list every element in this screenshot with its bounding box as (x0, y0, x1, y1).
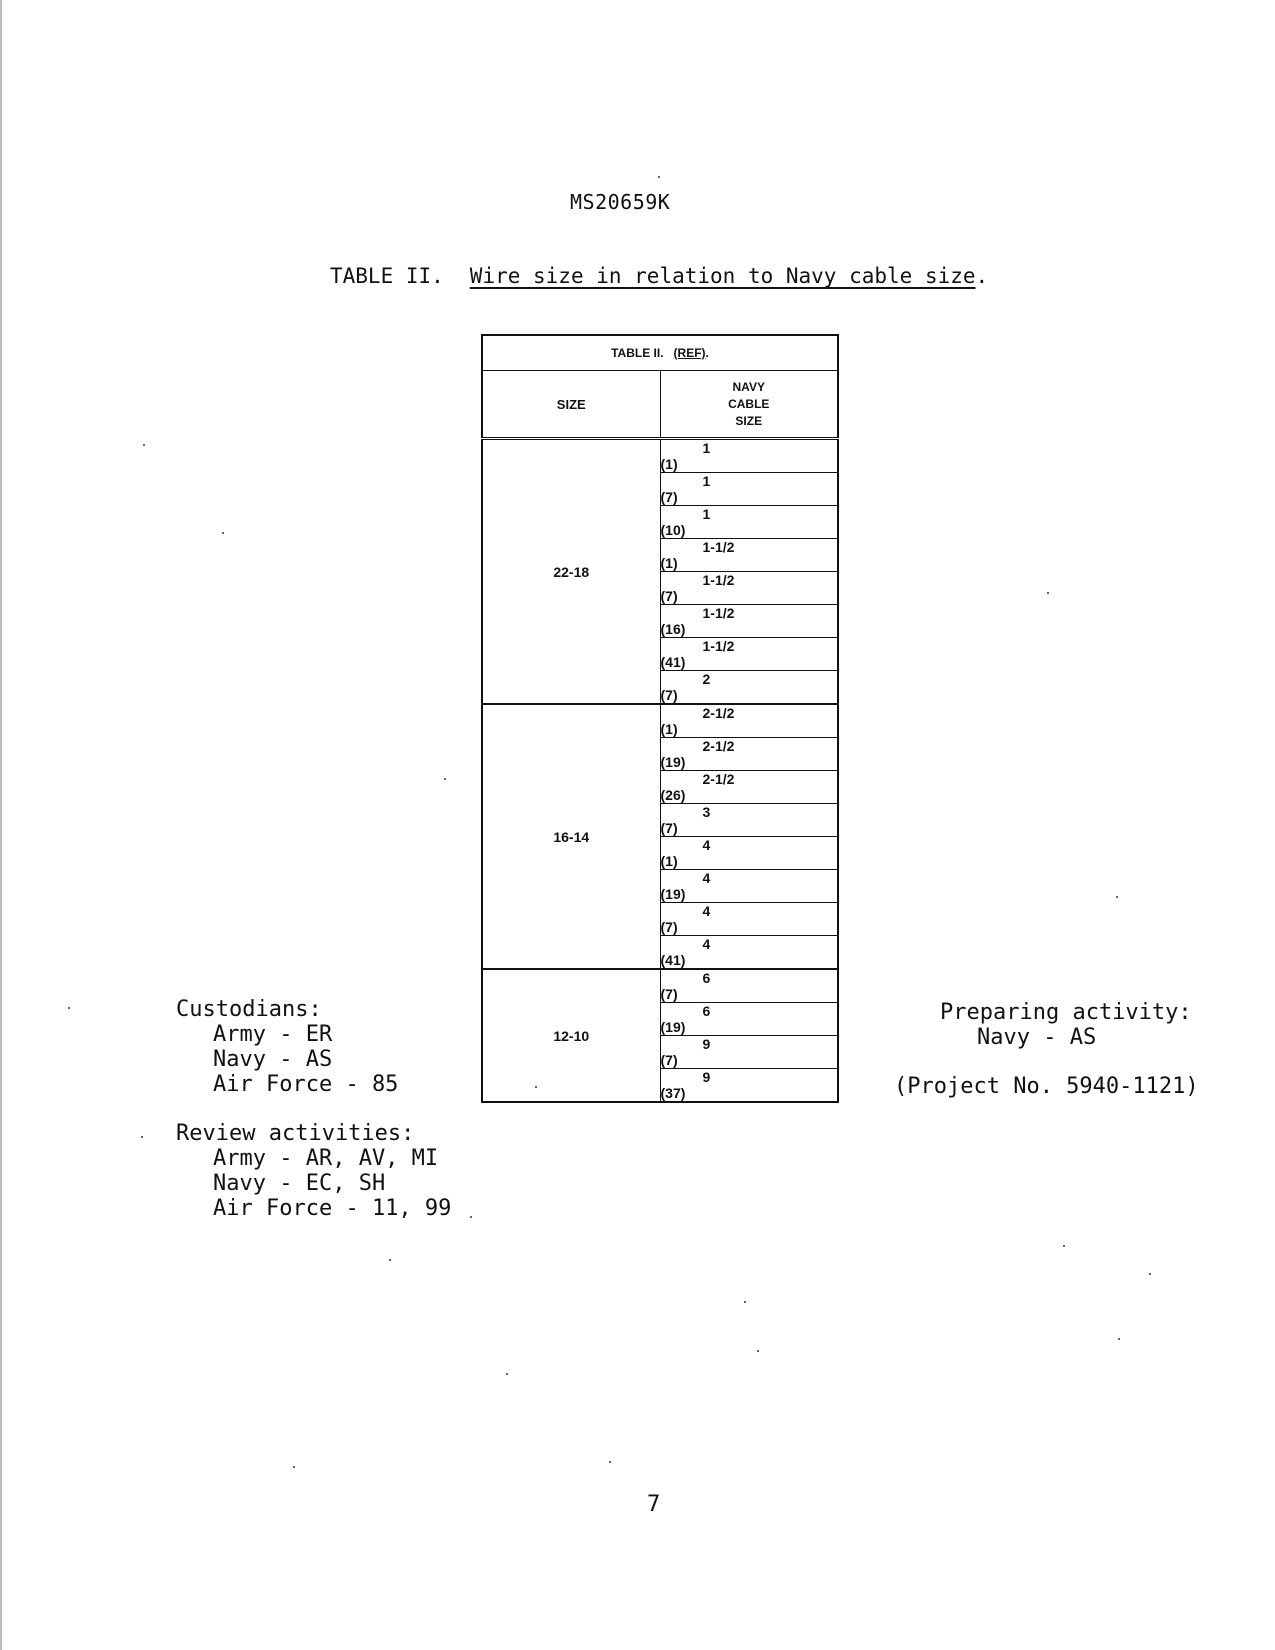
scan-speck (389, 1259, 391, 1261)
scan-speck (470, 1216, 472, 1218)
page-edge (0, 0, 2, 1650)
review-heading: Review activities: (176, 1121, 415, 1146)
strand-count-value: (10) (660, 522, 686, 538)
navy-cable-cell (660, 638, 838, 671)
scan-speck (1063, 1245, 1065, 1247)
navy-cable-size-value: 1-1/2 (702, 605, 735, 621)
strand-count-value: (7) (660, 588, 678, 604)
preparing-heading: Preparing activity: (940, 1000, 1192, 1025)
navy-cable-size-value: 4 (702, 870, 711, 886)
navy-cable-size-value: 1-1/2 (702, 638, 735, 654)
table-caption-number: TABLE II. (330, 264, 444, 288)
navy-cable-cell (660, 671, 838, 705)
wire-size-value: 16-14 (553, 828, 590, 845)
navy-cable-cell (660, 1036, 838, 1069)
navy-cable-size-value: 2 (702, 671, 711, 687)
navy-cable-cell (660, 936, 838, 970)
navy-cable-size-value: 6 (702, 970, 711, 986)
navy-cable-size-value: 4 (702, 936, 711, 952)
navy-cable-size-value: 1 (702, 473, 711, 489)
strand-count-value: (41) (660, 654, 686, 670)
strand-count-value: (7) (660, 919, 678, 935)
strand-count-value: (16) (660, 621, 686, 637)
navy-cable-size-value: 6 (702, 1003, 711, 1019)
navy-cable-size-value: 2-1/2 (702, 738, 735, 754)
navy-cable-size-value: 1 (702, 440, 711, 456)
review-navy: Navy - EC, SH (213, 1171, 386, 1196)
navy-cable-cell (660, 903, 838, 936)
column-header-size: SIZE (482, 371, 660, 439)
strand-count-value: (1) (660, 456, 678, 472)
wire-size-table (481, 334, 839, 1103)
custodian-army: Army - ER (213, 1022, 333, 1047)
strand-count-value: (26) (660, 787, 686, 803)
scan-speck (222, 532, 224, 534)
navy-cable-cell (660, 771, 838, 804)
strand-count-value: (1) (660, 555, 678, 571)
table-ref-tag: (REF) (673, 346, 706, 360)
scan-speck (757, 1350, 759, 1352)
page-number: 7 (647, 1492, 661, 1517)
scan-speck (609, 1461, 611, 1463)
navy-cable-cell (660, 506, 838, 539)
strand-count-value: (37) (660, 1085, 686, 1101)
scan-speck (1116, 896, 1118, 898)
wire-size-group-cell (482, 969, 660, 1102)
navy-cable-size-value: 1 (702, 506, 711, 522)
strand-count-value: (19) (660, 1019, 686, 1035)
strand-count-value: (7) (660, 986, 678, 1002)
scan-speck (1149, 1273, 1151, 1275)
scan-speck (744, 1301, 746, 1303)
navy-cable-cell (660, 870, 838, 903)
table-ref-period: . (705, 346, 709, 360)
strand-count-value: (7) (660, 687, 678, 703)
strand-count-value: (7) (660, 1052, 678, 1068)
table-header-row (482, 371, 838, 439)
navy-cable-cell (660, 1003, 838, 1036)
scan-speck (293, 1466, 295, 1468)
navy-cable-size-value: 3 (702, 804, 711, 820)
table-row (482, 969, 838, 1003)
navy-cable-cell (660, 837, 838, 870)
navy-cable-size-value: 4 (702, 837, 711, 853)
project-number: (Project No. 5940-1121) (894, 1074, 1199, 1099)
navy-cable-cell (660, 969, 838, 1003)
navy-cable-size-value: 1-1/2 (702, 572, 735, 588)
review-army: Army - AR, AV, MI (213, 1146, 439, 1171)
scan-speck (658, 176, 660, 178)
navy-cable-cell (660, 539, 838, 572)
strand-count-value: (19) (660, 754, 686, 770)
strand-count-value: (41) (660, 952, 686, 968)
strand-count-value: (1) (660, 721, 678, 737)
custodian-navy: Navy - AS (213, 1047, 333, 1072)
scan-speck (68, 1007, 70, 1009)
table-caption (330, 264, 988, 288)
scan-speck (444, 778, 446, 780)
navy-cable-size-value: 4 (702, 903, 711, 919)
scan-speck (506, 1373, 508, 1375)
navy-cable-cell (660, 572, 838, 605)
column-header-navy-line3: SIZE (735, 413, 763, 428)
navy-cable-size-value: 1-1/2 (702, 539, 735, 555)
column-header-navy-line2: CABLE (728, 396, 770, 411)
navy-cable-cell (660, 804, 838, 837)
scan-speck (143, 444, 145, 446)
scan-speck (535, 1086, 537, 1088)
table-ref-label: TABLE II. (611, 346, 664, 360)
scan-speck (141, 1136, 143, 1138)
navy-cable-cell (660, 704, 838, 738)
table-caption-period: . (975, 264, 989, 288)
preparing-activity-block (940, 1000, 1192, 1050)
table-caption-title: Wire size in relation to Navy cable size (469, 264, 976, 288)
custodians-heading: Custodians: (176, 997, 322, 1022)
table-body (482, 439, 838, 1103)
wire-size-value: 22-18 (553, 563, 590, 580)
column-header-navy-cable-size (660, 371, 838, 439)
document-id: MS20659K (570, 190, 671, 214)
column-header-navy-line1: NAVY (732, 379, 765, 394)
navy-cable-cell (660, 605, 838, 638)
navy-cable-cell (660, 738, 838, 771)
wire-size-group-cell (482, 704, 660, 969)
scan-speck (1047, 592, 1049, 594)
review-air-force: Air Force - 11, 99 (213, 1196, 452, 1221)
wire-size-value: 12-10 (553, 1027, 590, 1044)
navy-cable-cell (660, 473, 838, 506)
table-row (482, 704, 838, 738)
navy-cable-size-value: 2-1/2 (702, 771, 735, 787)
navy-cable-cell (660, 1069, 838, 1103)
navy-cable-size-value: 9 (702, 1069, 711, 1085)
custodians-block (176, 997, 398, 1097)
navy-cable-size-value: 2-1/2 (702, 705, 735, 721)
wire-size-group-cell (482, 439, 660, 705)
navy-cable-cell (660, 439, 838, 473)
table-ref-caption (482, 335, 838, 371)
review-activities-block (176, 1121, 451, 1221)
scan-speck (1118, 1338, 1120, 1340)
custodian-air-force: Air Force - 85 (213, 1072, 399, 1097)
navy-cable-size-value: 9 (702, 1036, 711, 1052)
table-ref-caption-row (482, 335, 838, 371)
table-row (482, 439, 838, 473)
preparing-navy: Navy - AS (977, 1025, 1097, 1050)
strand-count-value: (19) (660, 886, 686, 902)
strand-count-value: (7) (660, 820, 678, 836)
strand-count-value: (7) (660, 489, 678, 505)
strand-count-value: (1) (660, 853, 678, 869)
